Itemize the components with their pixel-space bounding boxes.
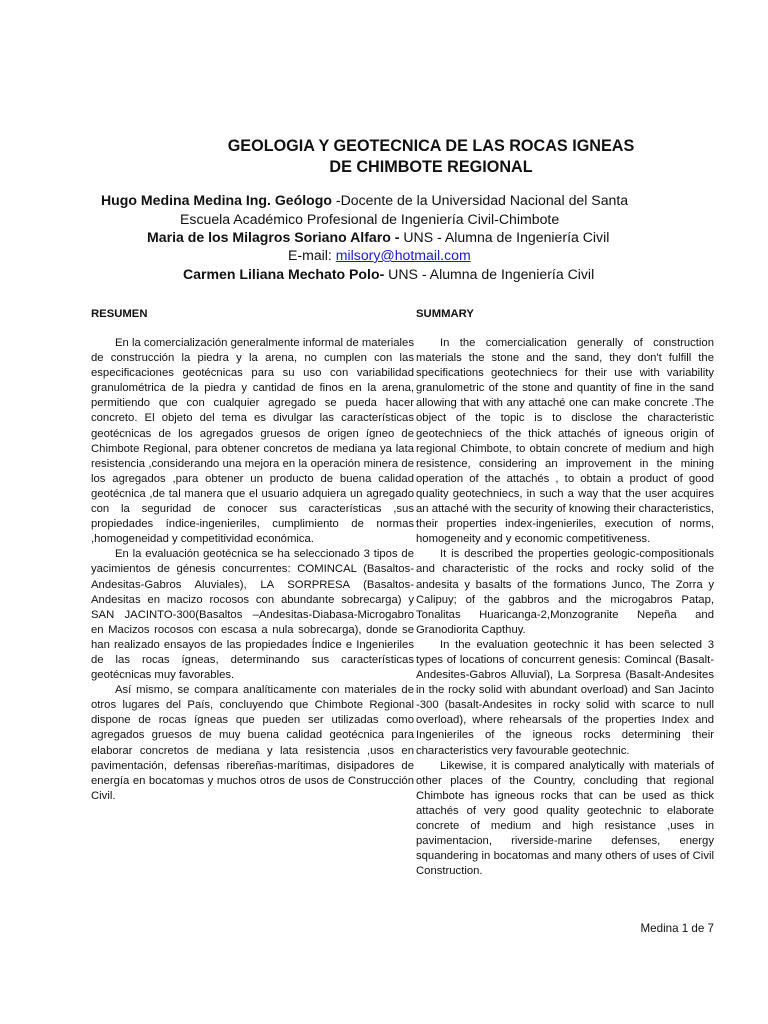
summary-paragraph-1: In the comercialication generally of construction materials the stone and the sand, they don't fulfill the specifications geotechniecs for their use with variability granulometric of the stone and quantity of fine in the sand allowing that with any attaché one can make concrete .The object of the topic is to disclose the characteristic geotechniecs of the thick attachés of igneous origin of regional Chimbote, to obtain concrete of medium and high resistence, considering an improvement in the mining operation of the attachés , to obtain a product of good quality geotechniecs, in such a way that the user acquires an attaché with the security of knowing their characteristics, their properties index-ingenieriles, execution of norms, homogeneity and y economic competitiveness. (416, 337, 714, 546)
author-1-name: Hugo Medina Medina Ing. Geólogo (101, 192, 332, 208)
summary-paragraph-2: It is described the properties geologic-compositionals and characteristic of the rocks and rocky solid of the andesita y basalts of the formations Junco, The Zorra y Calipuy; of the gabbros and the microgabros Patap, Tonalitas Huaricanga-2,Monzogranite Nepeña and Granodiorita Capthuy. (416, 548, 714, 636)
paper-title (0, 136, 768, 178)
resumen-column (91, 307, 414, 804)
author-3-line (183, 265, 594, 284)
title-line-1: GEOLOGIA Y GEOTECNICA DE LAS ROCAS IGNEAS (227, 137, 635, 155)
summary-paragraph-3: In the evaluation geotechnic it has been selected 3 types of locations of concurrent genesis: Comincal (Basalt-Andesites-Gabros Alluvial), La Sorpresa (Basalt-Andesites in the rocky solid with abundant overload) and San Jacinto -300 (basalt-Andesites in rocky solid with scarce to null overload), where rehearsals of the properties Index and Ingenieriles of the igneous rocks determining their characteristics very favourable geotechnic. (416, 638, 714, 757)
author-1-affiliation: -Docente de la Universidad Nacional del Santa (331, 192, 629, 208)
author-2-affiliation: UNS - Alumna de Ingeniería Civil (399, 229, 610, 245)
summary-heading: SUMMARY (416, 308, 474, 320)
email-link[interactable]: milsory@hotmail.com (335, 247, 471, 263)
author-1-line (101, 191, 628, 210)
resumen-heading: RESUMEN (91, 308, 148, 320)
resumen-paragraph-2: En la evaluación geotécnica se ha seleccionado 3 tipos de yacimientos de génesis concurrentes: COMINCAL (Basaltos-Andesitas-Gabros Aluviales), LA SORPRESA (Basaltos-Andesitas en macizo rocosos con abundante sobrecarga) y SAN JACINTO-300(Basaltos –Andesitas-Diabasa-Microgabro en Macizos rocosos con escasa a nula sobrecarga), donde se han realizado ensayos de las propiedades Índice e Ingenieriles de las rocas ígneas, determinando sus características geotécnicas muy favorables. (91, 548, 414, 682)
email-label: E-mail: (288, 247, 336, 263)
page-number: Medina 1 de 7 (640, 922, 714, 935)
author-2-line (147, 228, 609, 247)
author-3-affiliation: UNS - Alumna de Ingeniería Civil (384, 265, 595, 282)
summary-paragraph-4: Likewise, it is compared analytically with materials of other places of the Country, concluding that regional Chimbote has igneous rocks that can be used as thick attachés of very good quality geotechnic to elaborate concrete of medium and high resistance ,uses in pavimentacion, riverside-marine defenses, energy squandering in bocatomas and many others of uses of Civil Construction. (416, 759, 714, 878)
resumen-paragraph-1: En la comercialización generalmente informal de materiales de construcción la piedra y la arena, no cumplen con las especificaciones geotécnicas para su uso con variabilidad granulométrica de la piedra y cantidad de finos en la arena, permitiendo que con cualquier agregado se pueda hacer concreto. El objeto del tema es divulgar las características geotécnicas de los agregados gruesos de origen ígneo de Chimbote Regional, para obtener concretos de mediana ya lata resistencia ,considerando una mejora en la operación minera de los agregados ,para obtener un producto de buena calidad geotécnica ,de tal manera que el usuario adquiera un agregado con la seguridad de conocer sus características ,sus propiedades índice-ingenieriles, cumplimiento de normas ,homogeneidad y competitividad económica. (91, 337, 414, 546)
author-3-name: Carmen Liliana Mechato Polo- (183, 265, 385, 282)
title-line-2: DE CHIMBOTE REGIONAL (329, 158, 533, 176)
email-line (288, 246, 471, 265)
author-1-school: Escuela Académico Profesional de Ingeniería Civil-Chimbote (180, 210, 560, 227)
summary-column (416, 307, 714, 879)
author-2-name: Maria de los Milagros Soriano Alfaro - (147, 229, 400, 245)
resumen-paragraph-3: Así mismo, se compara analíticamente con materiales de otros lugares del País, concluyendo que Chimbote Regional dispone de rocas ígneas que pueden ser utilizadas como agregados gruesos de muy buena calidad geotécnica para elaborar concretos de mediana y lata resistencia ,usos en pavimentación, defensas ribereñas-marítimas, disipadores de energía en bocatomas y muchos otros de usos de Construcción Civil. (91, 684, 414, 802)
